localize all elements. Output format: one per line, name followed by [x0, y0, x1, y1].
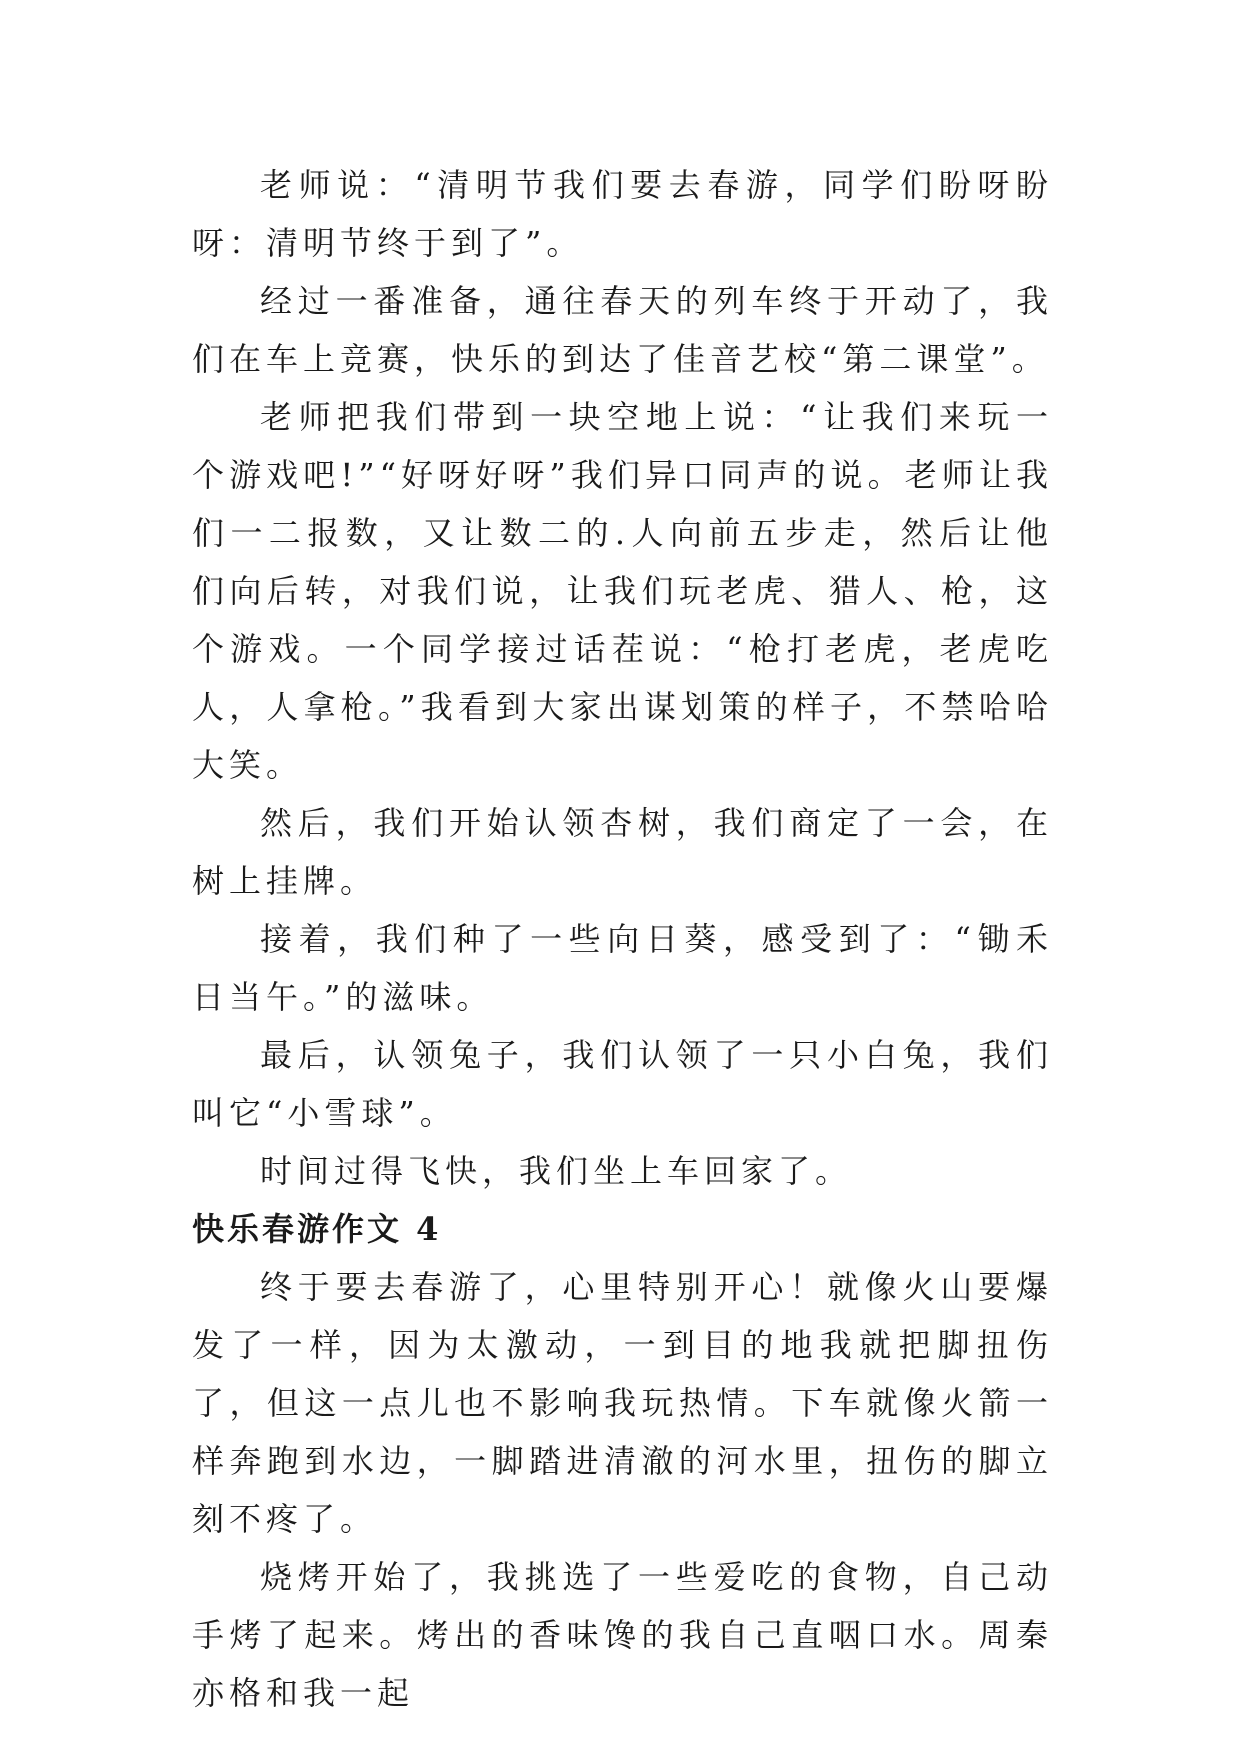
paragraph: 经过一番准备，通往春天的列车终于开动了，我们在车上竞赛，快乐的到达了佳音艺校“第二课堂”。	[192, 282, 1053, 378]
paragraph: 接着，我们种了一些向日葵，感受到了：“锄禾日当午。”的滋味。	[192, 920, 1053, 1016]
paragraph: 时间过得飞快，我们坐上车回家了。	[260, 1152, 853, 1190]
paragraph: 烧烤开始了，我挑选了一些爱吃的食物，自己动手烤了起来。烤出的香味馋的我自己直咽口水。周秦亦格和我一起	[192, 1558, 1053, 1712]
paragraph: 终于要去春游了，心里特别开心！就像火山要爆发了一样，因为太激动，一到目的地我就把脚扭伤了，但这一点儿也不影响我玩热情。下车就像火箭一样奔跑到水边，一脚踏进清澈的河水里，扭伤的脚立刻不疼了。	[192, 1268, 1053, 1538]
paragraph: 最后，认领兔子，我们认领了一只小白兔，我们叫它“小雪球”。	[192, 1036, 1053, 1132]
section-heading: 快乐春游作文 4	[192, 1210, 442, 1248]
paragraph: 老师说：“清明节我们要去春游，同学们盼呀盼呀：清明节终于到了”。	[192, 166, 1053, 262]
paragraph: 然后，我们开始认领杏树，我们商定了一会，在树上挂牌。	[192, 804, 1053, 900]
paragraph: 老师把我们带到一块空地上说：“让我们来玩一个游戏吧!”“好呀好呀”我们异口同声的说。老师让我们一二报数，又让数二的.人向前五步走，然后让他们向后转，对我们说，让我们玩老虎、猎人、枪，这个游戏。一个同学接过话茬说：“枪打老虎，老虎吃人，人拿枪。”我看到大家出谋划策的样子，不禁哈哈大笑。	[192, 398, 1053, 784]
